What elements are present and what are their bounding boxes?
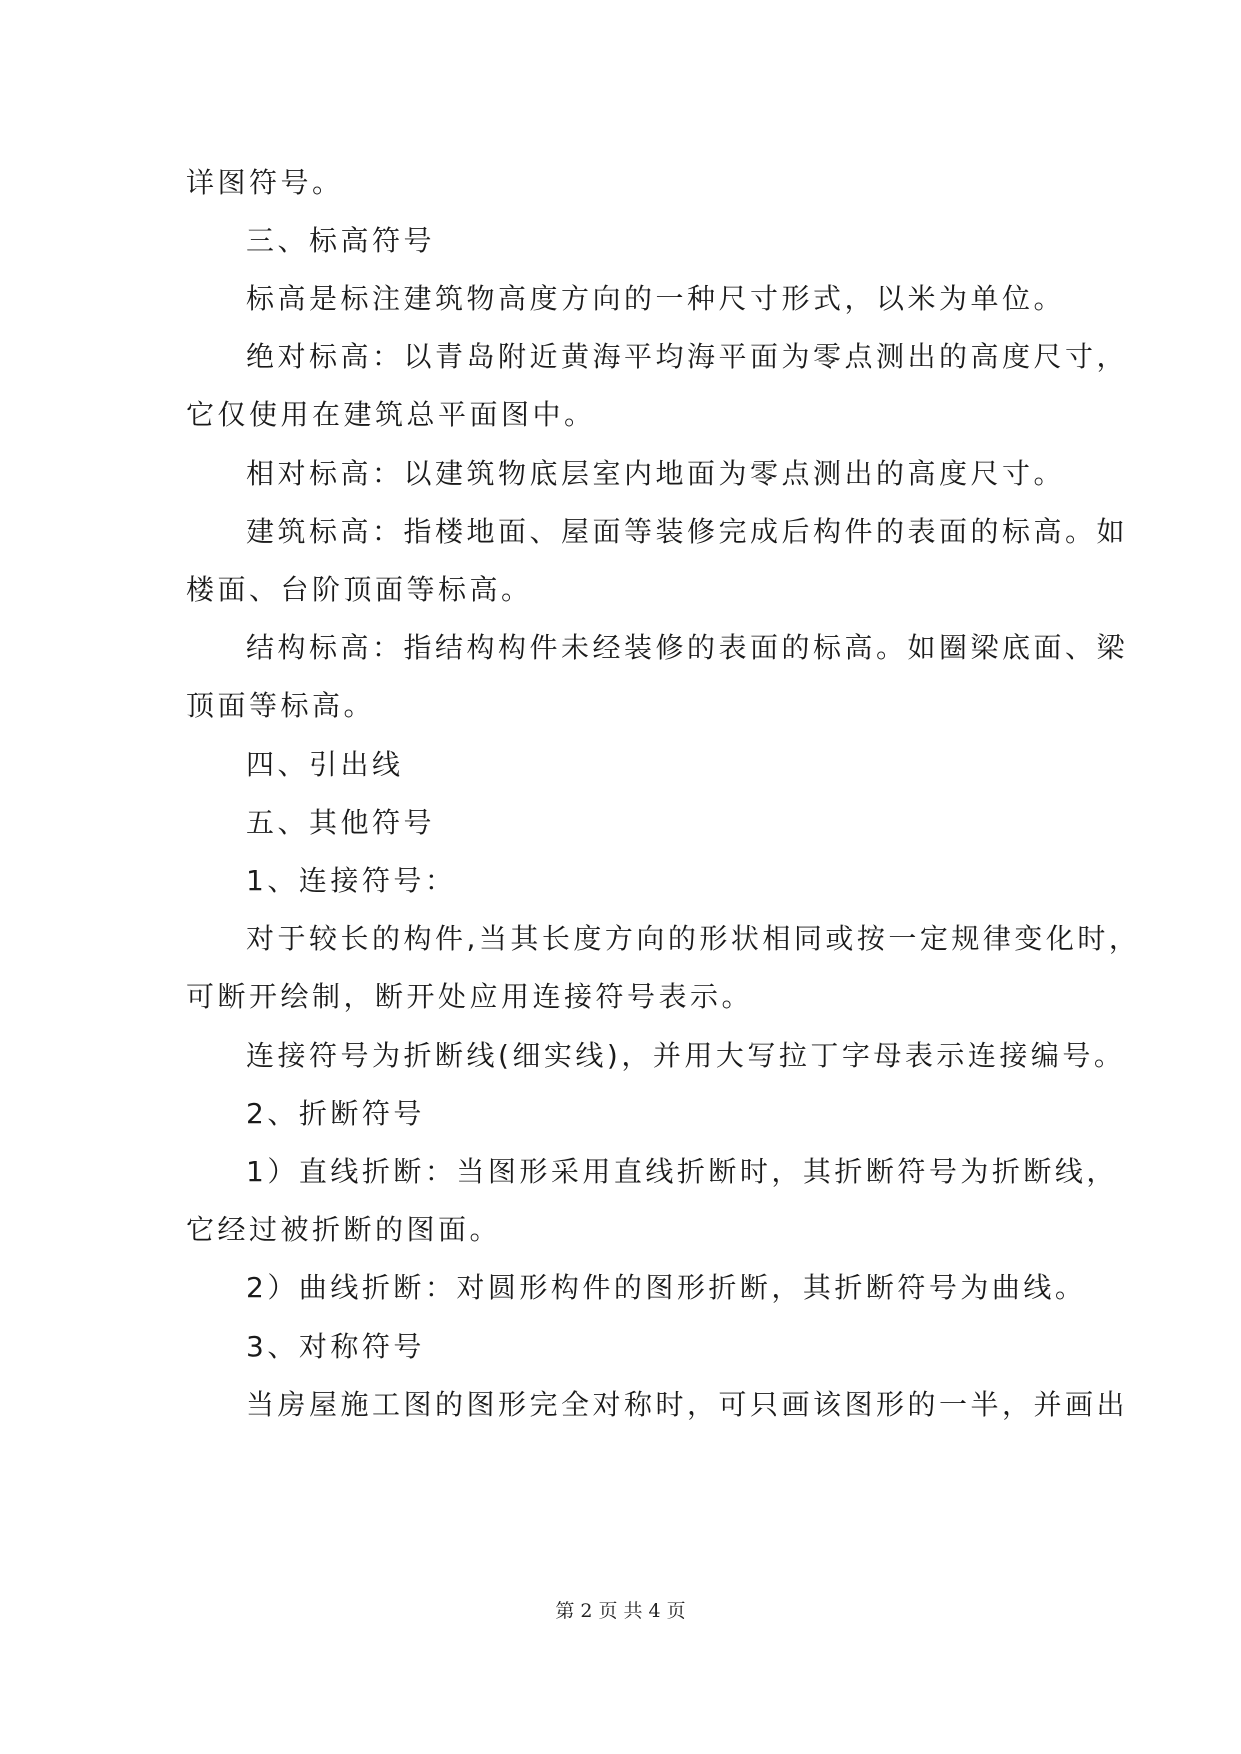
text-line: 绝对标高：以青岛附近黄海平均海平面为零点测出的高度尺寸，	[246, 340, 1129, 373]
section-heading: 五、其他符号	[246, 806, 436, 839]
section-heading: 三、标高符号	[246, 224, 436, 257]
section-heading: 四、引出线	[246, 748, 404, 781]
text-line: 1）直线折断：当图形采用直线折断时，其折断符号为折断线，	[246, 1155, 1118, 1188]
page-number-footer: 第 2 页 共 4 页	[555, 1600, 686, 1622]
text-line: 结构标高：指结构构件未经装修的表面的标高。如圈梁底面、梁	[246, 631, 1129, 664]
text-line: 标高是标注建筑物高度方向的一种尺寸形式，以米为单位。	[246, 282, 1066, 315]
text-line: 建筑标高：指楼地面、屋面等装修完成后构件的表面的标高。如	[246, 515, 1129, 548]
subsection-heading: 3、对称符号	[246, 1330, 425, 1363]
text-line: 它仅使用在建筑总平面图中。	[186, 398, 596, 431]
text-line: 可断开绘制，断开处应用连接符号表示。	[186, 980, 754, 1013]
text-line: 连接符号为折断线(细实线)，并用大写拉丁字母表示连接编号。	[246, 1039, 1126, 1072]
text-line: 详图符号。	[186, 166, 344, 199]
text-line: 当房屋施工图的图形完全对称时，可只画该图形的一半，并画出	[246, 1388, 1129, 1421]
text-line: 2）曲线折断：对圆形构件的图形折断，其折断符号为曲线。	[246, 1271, 1087, 1304]
text-line: 顶面等标高。	[186, 689, 376, 722]
text-line: 对于较长的构件,当其长度方向的形状相同或按一定规律变化时，	[246, 922, 1141, 955]
text-line: 楼面、台阶顶面等标高。	[186, 573, 533, 606]
subsection-heading: 2、折断符号	[246, 1097, 425, 1130]
text-line: 相对标高：以建筑物底层室内地面为零点测出的高度尺寸。	[246, 457, 1066, 490]
subsection-heading: 1、连接符号：	[246, 864, 457, 897]
text-line: 它经过被折断的图面。	[186, 1213, 502, 1246]
